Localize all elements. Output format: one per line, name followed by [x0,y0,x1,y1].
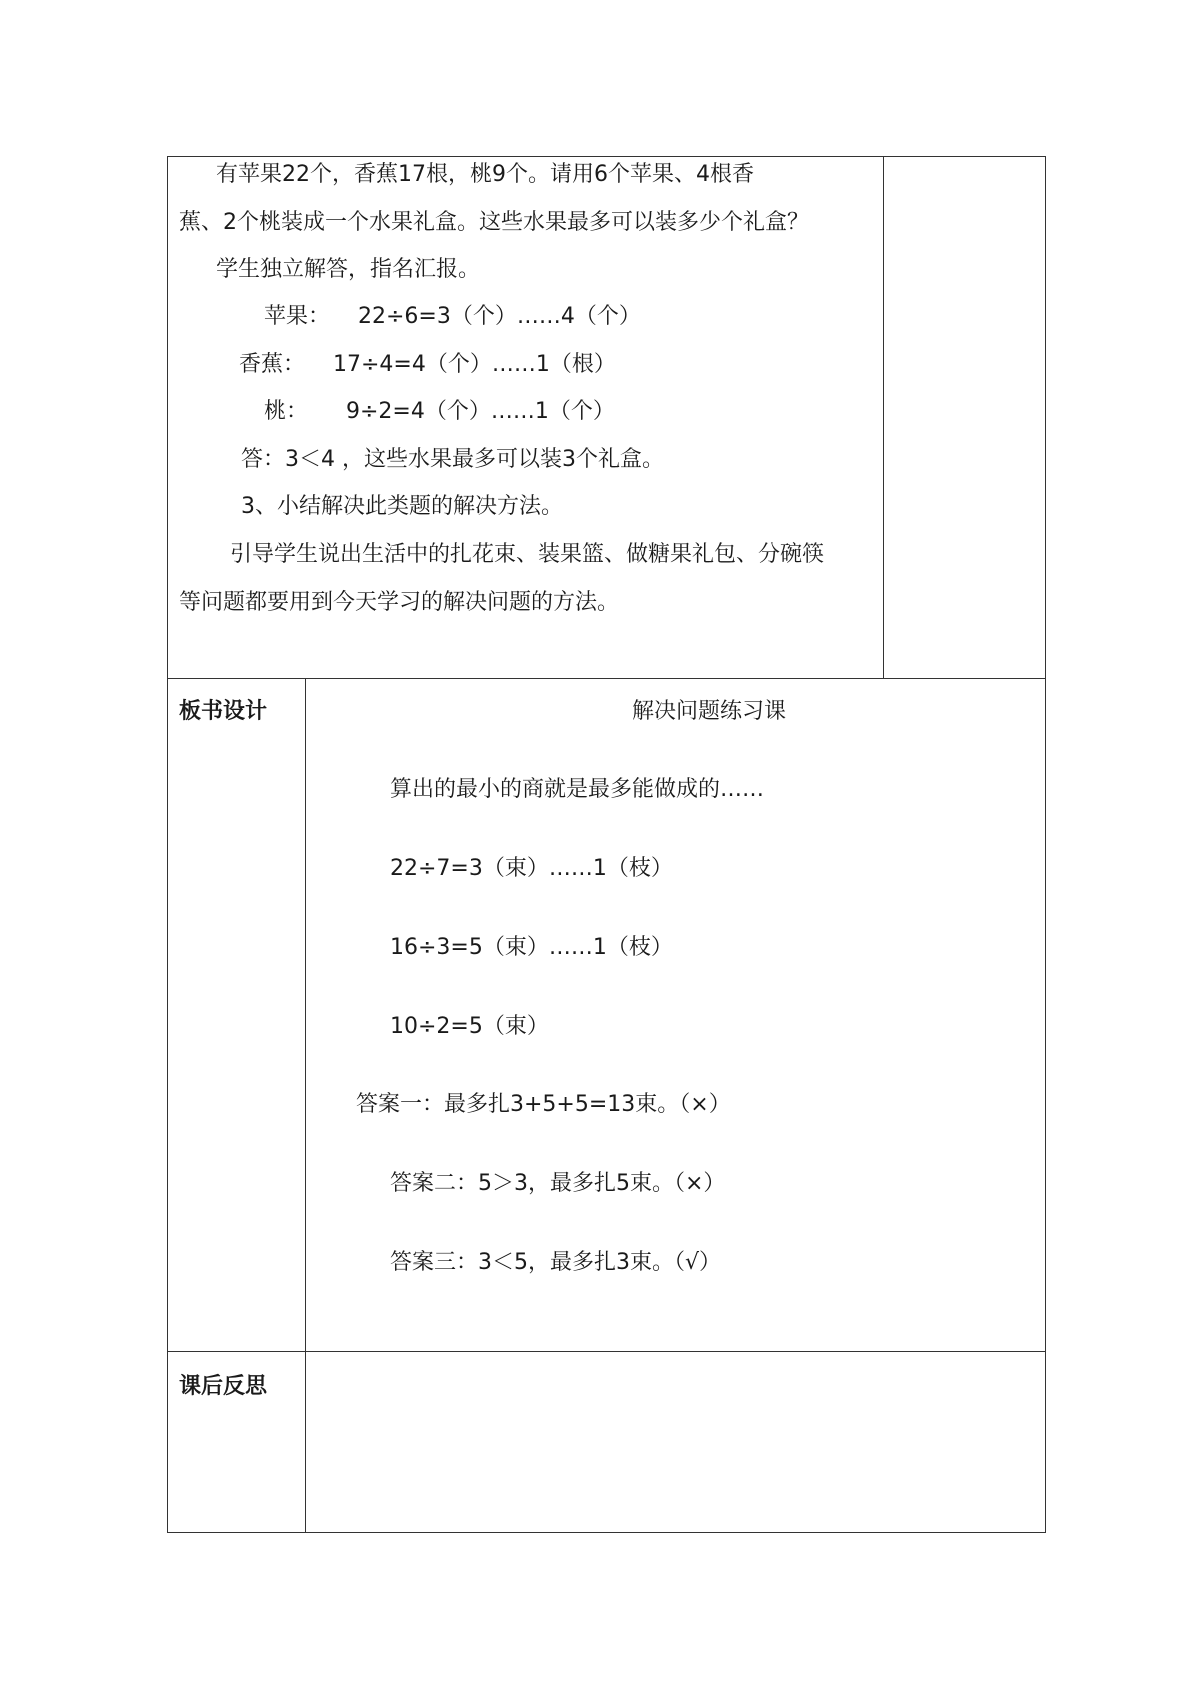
row-divider-reflection [167,1351,1046,1352]
board-answer-2: 答案二：5＞3，最多扎5束。（×） [390,1171,726,1196]
board-equation-3: 10÷2=5（束） [390,1014,549,1039]
upper-right-column-divider [883,156,884,678]
reflection-label: 课后反思 [179,1374,268,1399]
board-design-label: 板书设计 [179,699,268,724]
banana-label: 香蕉： [239,352,306,377]
students-text: 学生独立解答，指名汇报。 [216,257,481,282]
apple-equation: 22÷6=3（个）……4（个） [358,304,641,329]
guide-line-1: 引导学生说出生活中的扎花束、装果篮、做糖果礼包、分碗筷 [230,542,825,567]
board-title: 解决问题练习课 [632,699,787,724]
apple-label: 苹果： [264,304,331,329]
board-answer-3: 答案三：3＜5，最多扎3束。（√） [390,1250,722,1275]
banana-equation: 17÷4=4（个）……1（根） [333,352,616,377]
peach-label: 桃： [264,399,309,424]
problem-line-2: 蕉、2个桃装成一个水果礼盒。这些水果最多可以装多少个礼盒？ [179,210,809,235]
board-answer-1: 答案一：最多扎3+5+5=13束。（×） [356,1092,731,1117]
peach-equation: 9÷2=4（个）……1（个） [346,399,615,424]
label-column-divider [305,678,306,1533]
board-equation-2: 16÷3=5（束）……1（枝） [390,935,673,960]
problem-line-1: 有苹果22个，香蕉17根，桃9个。请用6个苹果、4根香 [216,162,754,187]
row-divider-board [167,678,1046,679]
answer-text: 答：3＜4 ，这些水果最多可以装3个礼盒。 [241,447,664,472]
guide-line-2: 等问题都要用到今天学习的解决问题的方法。 [179,590,620,615]
board-equation-1: 22÷7=3（束）……1（枝） [390,856,673,881]
summary-heading: 3、小结解决此类题的解决方法。 [241,494,563,519]
board-note: 算出的最小的商就是最多能做成的…… [390,777,765,802]
